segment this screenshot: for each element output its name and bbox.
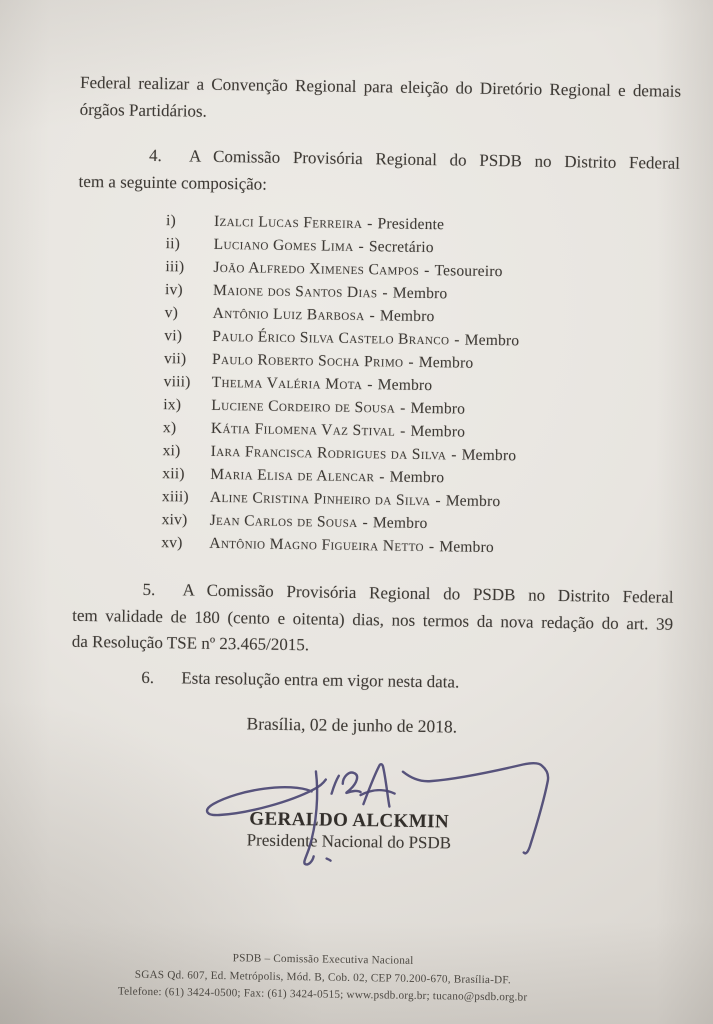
member-role: Membro (410, 422, 466, 441)
paragraph-number: 6. (141, 667, 155, 688)
member-role: Membro (392, 284, 448, 303)
member-name: Maione dos Santos Dias (212, 281, 378, 302)
member-role: Membro (379, 307, 435, 326)
paragraph-6 (71, 664, 672, 699)
member-role: Membro (445, 492, 501, 511)
member-name: Izalci Lucas Ferreira (213, 212, 363, 233)
member-name: Jean Carlos de Sousa (209, 511, 358, 532)
intro-line-2: órgãos Partidários. (79, 99, 208, 121)
member-name: Antônio Luiz Barbosa (212, 304, 365, 325)
paragraph-number: 4. (148, 145, 162, 166)
member-separator: - (454, 331, 460, 349)
document-content (66, 0, 682, 1024)
member-numeral: xi) (162, 442, 181, 460)
paragraph-5 (72, 576, 674, 664)
member-role: Tesoureiro (434, 262, 503, 281)
member-separator: - (428, 538, 435, 556)
resolution-date: Brasília, 02 de junho de 2018. (246, 713, 458, 737)
member-name: Paulo Érico Silva Castelo Branco (212, 327, 450, 349)
member-numeral: viii) (163, 373, 191, 391)
member-role: Presidente (377, 215, 445, 234)
member-numeral: iv) (164, 281, 183, 299)
member-numeral: xii) (162, 465, 185, 483)
signatory-name: GERALDO ALCKMIN (249, 808, 450, 833)
paragraph-5-line-2: tem validade de 180 (cento e oitenta) dias, nos termos da nova redação do art. 39 (72, 605, 674, 634)
member-name: Aline Cristina Pinheiro da Silva (209, 488, 431, 510)
member-name: João Alfredo Ximenes Campos (213, 258, 420, 279)
member-numeral: vi) (164, 327, 183, 345)
member-numeral: xv) (161, 534, 183, 552)
footer-line-2: SGAS Qd. 607, Ed. Metrópolis, Mód. B, Cob. 02, CEP 70.200-670, Brasília-DF. (134, 968, 511, 986)
member-role: Secretário (368, 238, 434, 257)
member-separator: - (435, 492, 441, 510)
member-separator: - (362, 514, 369, 532)
member-separator: - (400, 399, 406, 417)
member-list (73, 208, 679, 562)
intro-paragraph (80, 70, 682, 132)
member-role: Membro (461, 446, 517, 465)
footer (66, 948, 579, 1008)
member-numeral: ix) (163, 396, 182, 414)
member-numeral: xiii) (161, 488, 189, 506)
member-numeral: i) (165, 212, 177, 230)
paragraph-6-line-1 (71, 664, 672, 699)
footer-line-3: Telefone: (61) 3424-0500; Fax: (61) 3424-0515; www.psdb.org.br; tucano@psdb.org.br (117, 985, 528, 1004)
paragraph-5-line-3: da Resolução TSE nº 23.465/2015. (71, 631, 310, 655)
member-role: Membro (377, 376, 433, 395)
member-role: Membro (464, 331, 520, 350)
member-numeral: v) (164, 304, 179, 322)
signatory-title: Presidente Nacional do PSDB (246, 830, 452, 853)
paragraph-4 (78, 142, 680, 204)
member-numeral: x) (162, 419, 177, 437)
member-name: Paulo Roberto Socha Primo (211, 350, 404, 371)
member-separator: - (424, 261, 430, 280)
member-role: Membro (410, 399, 466, 418)
paragraph-text: A Comissão Provisória Regional do PSDB no Distrito Federal (188, 146, 681, 173)
member-role: Membro (389, 468, 445, 487)
member-separator: - (367, 215, 373, 233)
member-name: Antônio Magno Figueira Netto (209, 534, 425, 556)
member-numeral: vii) (163, 350, 187, 368)
member-role: Membro (418, 353, 474, 372)
paragraph-number: 5. (142, 579, 156, 600)
member-role: Membro (372, 514, 428, 533)
intro-line-1: Federal realizar a Convenção Regional para eleição do Diretório Regional e demais (79, 72, 682, 101)
member-name: Iara Francisca Rodrigues da Silva (210, 442, 447, 464)
member-numeral: xiv) (161, 511, 188, 529)
paragraph-text: A Comissão Provisória Regional do PSDB no Distrito Federal (182, 580, 674, 607)
member-name: Luciene Cordeiro de Sousa (211, 396, 396, 417)
member-separator: - (367, 376, 373, 394)
member-name: Maria Elisa de Alencar (210, 465, 375, 486)
member-name: Kátia Filomena Vaz Stival (210, 419, 396, 440)
member-numeral: ii) (165, 235, 181, 253)
footer-line-1: PSDB – Comissão Executiva Nacional (232, 952, 414, 967)
member-separator: - (400, 422, 406, 440)
member-separator: - (369, 307, 376, 325)
paragraph-text: Esta resolução entra em vigor nesta data. (181, 668, 460, 692)
member-separator: - (382, 284, 388, 302)
signature-block (214, 808, 485, 854)
member-role: Membro (439, 538, 495, 557)
member-name: Thelma Valéria Mota (211, 373, 363, 394)
paragraph-4-line-2: tem a seguinte composição: (78, 171, 268, 194)
member-name: Luciano Gomes Lima (213, 235, 354, 255)
member-separator: - (379, 468, 385, 486)
member-separator: - (358, 238, 365, 256)
member-separator: - (408, 353, 414, 371)
member-numeral: iii) (165, 258, 185, 276)
member-separator: - (451, 446, 457, 464)
